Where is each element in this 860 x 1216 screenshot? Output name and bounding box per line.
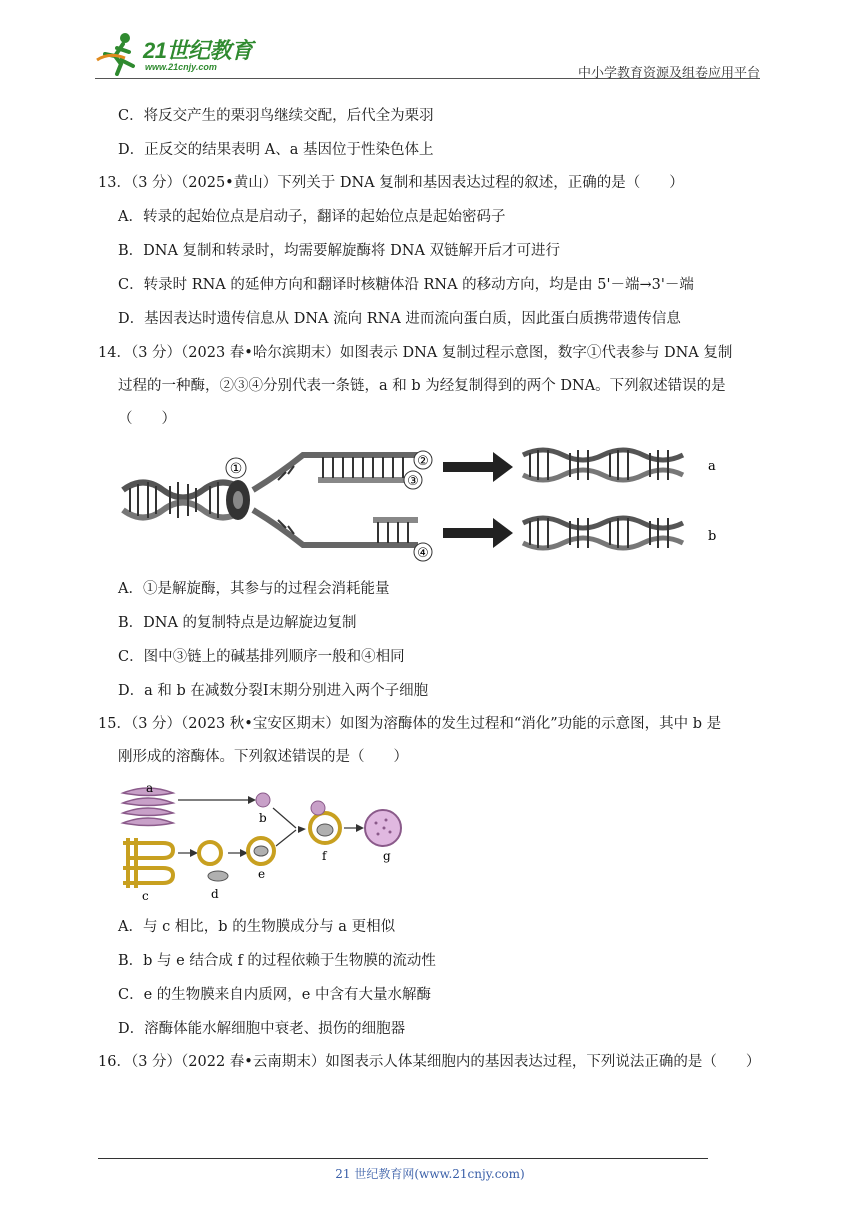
option-line: D．正反交的结果表明 A、a 基因位于性染色体上 [118, 142, 434, 158]
label-a: a [708, 459, 716, 474]
label-4: ④ [417, 546, 429, 561]
question-14-stem: 14．（3 分）（2023 春•哈尔滨期末）如图表示 DNA 复制过程示意图，数字①代表参与 DNA 复制 [98, 345, 733, 361]
header-divider [95, 78, 760, 79]
label-c: c [142, 889, 149, 903]
label-d: d [211, 887, 219, 901]
question-13-option-d: D．基因表达时遗传信息从 DNA 流向 RNA 进而流向蛋白质，因此蛋白质携带遗传信息 [118, 311, 681, 327]
label-g: g [383, 849, 391, 863]
question-14-option-b: B．DNA 的复制特点是边解旋边复制 [118, 615, 357, 631]
endoplasmic-reticulum [123, 838, 173, 888]
arrow-icon [443, 518, 513, 548]
question-13-option-b: B．DNA 复制和转录时，均需要解旋酶将 DNA 双链解开后才可进行 [118, 243, 561, 259]
site-logo [95, 30, 265, 76]
mitochondrion-d [208, 871, 228, 881]
option-line: C．将反交产生的栗羽鸟继续交配，后代全为栗羽 [118, 108, 434, 124]
parent-dna-helix [123, 482, 243, 518]
question-14-stem-paren: （ ） [118, 411, 176, 427]
question-15-option-a: A．与 c 相比，b 的生物膜成分与 a 更相似 [118, 919, 396, 935]
dna-replication-figure [118, 440, 718, 570]
label-a: a [146, 781, 154, 795]
question-14-option-d: D．a 和 b 在减数分裂Ⅰ末期分别进入两个子细胞 [118, 683, 429, 699]
question-13-stem: 13．（3 分）（2025•黄山）下列关于 DNA 复制和基因表达过程的叙述，正确的是（ ） [98, 175, 684, 191]
lysosome-figure [118, 778, 418, 906]
runner-icon [95, 30, 145, 76]
logo-url: www.21cnjy.com [145, 62, 217, 72]
label-e: e [258, 867, 266, 881]
question-15-option-c: C．e 的生物膜来自内质网，e 中含有大量水解酶 [118, 987, 431, 1003]
label-2: ② [417, 454, 429, 469]
label-3: ③ [407, 474, 419, 489]
question-15-stem: 15．（3 分）（2023 秋•宝安区期末）如图为溶酶体的发生过程和“消化”功能的示意图，其中 b 是 [98, 716, 722, 732]
daughter-dna-a [523, 450, 683, 480]
label-b: b [259, 811, 267, 825]
question-14-option-c: C．图中③链上的碱基排列顺序一般和④相同 [118, 649, 405, 665]
question-15-option-d: D．溶酶体能水解细胞中衰老、损伤的细胞器 [118, 1021, 406, 1037]
daughter-dna-b [523, 518, 683, 548]
footer-divider [98, 1158, 708, 1159]
label-1: ① [229, 461, 243, 477]
arrow-icon [443, 452, 513, 482]
vesicle-forming [199, 842, 221, 864]
question-14-stem-cont: 过程的一种酶，②③④分别代表一条链，a 和 b 为经复制得到的两个 DNA。下列叙述错误的是 [118, 378, 726, 394]
vesicle-b [256, 793, 270, 807]
platform-name: 中小学教育资源及组卷应用平台 [577, 66, 760, 81]
label-b: b [708, 529, 717, 544]
question-13-option-a: A．转录的起始位点是启动子，翻译的起始位点是起始密码子 [118, 209, 506, 225]
page-footer[interactable]: 21 世纪教育网(www.21cnjy.com) [335, 1167, 525, 1181]
label-f: f [322, 849, 327, 863]
logo-title: 21世纪教育 [143, 38, 253, 63]
question-15-stem-cont: 刚形成的溶酶体。下列叙述错误的是（ ） [118, 749, 408, 765]
question-15-option-b: B．b 与 e 结合成 f 的过程依赖于生物膜的流动性 [118, 953, 436, 969]
page-header [95, 30, 760, 81]
question-14-option-a: A．①是解旋酶，其参与的过程会消耗能量 [118, 581, 390, 597]
question-16-stem: 16．（3 分）（2022 春•云南期末）如图表示人体某细胞内的基因表达过程，下列说法正确的是（ ） [98, 1054, 761, 1070]
question-13-option-c: C．转录时 RNA 的延伸方向和翻译时核糖体沿 RNA 的移动方向，均是由 5'－端→3'－端 [118, 277, 694, 293]
